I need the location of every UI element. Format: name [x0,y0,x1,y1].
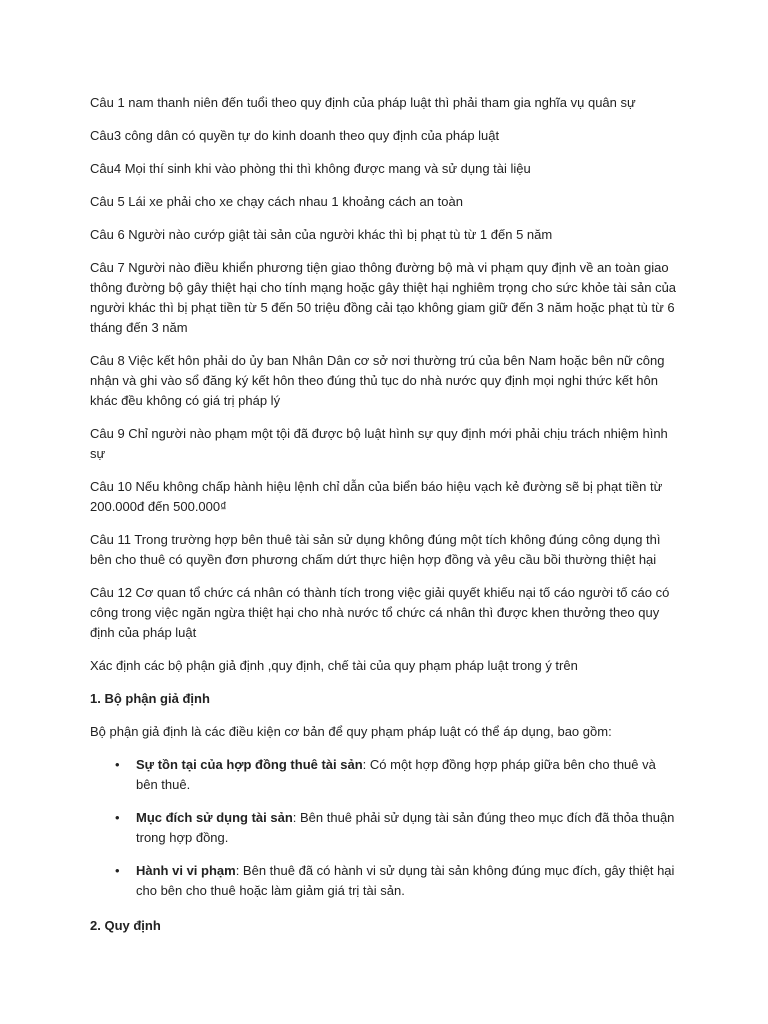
question-12: Câu 12 Cơ quan tổ chức cá nhân có thành tích trong việc giải quyết khiếu nại tố cáo người tố cáo có công trong việc ngăn ngừa thiệt hại cho nhà nước tổ chức cá nhân thì được khen thưởng theo quy định của pháp luật [90,585,670,640]
question-6: Câu 6 Người nào cướp giật tài sản của người khác thì bị phạt tù từ 1 đến 5 năm [90,227,553,242]
bullet-term: Sự tồn tại của hợp đồng thuê tài sản [136,757,363,772]
question-4: Câu4 Mọi thí sinh khi vào phòng thi thì không được mang và sử dụng tài liệu [90,161,531,176]
section-1-heading: 1. Bộ phận giả định [90,691,210,706]
bullet-icon: • [115,757,120,772]
bullet-item [115,808,680,848]
section-1-intro: Bộ phận giả định là các điều kiện cơ bản để quy phạm pháp luật có thể áp dụng, bao gồm: [90,724,612,739]
bullet-item [115,755,680,795]
question-10: Câu 10 Nếu không chấp hành hiệu lệnh chỉ dẫn của biển báo hiệu vạch kẻ đường sẽ bị phạt tiền từ 200.000đ đến 500.000₫ [90,479,663,514]
question-9: Câu 9 Chỉ người nào phạm một tội đã được bộ luật hình sự quy định mới phải chịu trách nhiệm hình sự [90,426,668,461]
question-11: Câu 11 Trong trường hợp bên thuê tài sản sử dụng không đúng một tích không đúng công dụng thì bên cho thuê có quyền đơn phương chấm dứt thực hiện hợp đồng và yêu cầu bồi thường thiệt hại [90,532,661,567]
bullet-item [115,861,680,901]
bullet-icon: • [115,863,120,878]
bullet-term: Mục đích sử dụng tài sản [136,810,293,825]
bullet-text: : Có một hợp đồng hợp pháp giữa bên cho thuê và bên thuê. [136,757,656,792]
question-8: Câu 8 Việc kết hôn phải do ủy ban Nhân Dân cơ sở nơi thường trú của bên Nam hoặc bên nữ công nhận và ghi vào sổ đăng ký kết hôn theo đúng thủ tục do nhà nước quy định mọi nghi thức kết hôn khác đều không có giá trị pháp lý [90,353,665,408]
section-1-bullet-list [90,755,680,901]
bullet-text: : Bên thuê phải sử dụng tài sản đúng theo mục đích đã thỏa thuận trong hợp đồng. [136,810,675,845]
question-3: Câu3 công dân có quyền tự do kinh doanh theo quy định của pháp luật [90,128,500,143]
bullet-term: Hành vi vi phạm [136,863,236,878]
bullet-icon: • [115,810,120,825]
task-instruction: Xác định các bộ phận giả định ,quy định, chế tài của quy phạm pháp luật trong ý trên [90,658,578,673]
section-2-heading: 2. Quy định [90,918,161,933]
question-1: Câu 1 nam thanh niên đến tuổi theo quy định của pháp luật thì phải tham gia nghĩa vụ quân sự [90,95,636,110]
bullet-text: : Bên thuê đã có hành vi sử dụng tài sản không đúng mục đích, gây thiệt hại cho bên cho thuê hoặc làm giảm giá trị tài sản. [136,863,675,898]
question-7: Câu 7 Người nào điều khiển phương tiện giao thông đường bộ mà vi phạm quy định về an toàn giao thông đường bộ gây thiệt hại cho tính mạng hoặc gây thiệt hại nghiêm trọng cho sức khỏe tài sản của người khác thì bị phạt tiền từ 5 đến 50 triệu đồng cải tạo không giam giữ đến 3 năm hoặc phạt tù từ 6 tháng đến 3 năm [90,260,677,335]
question-5: Câu 5 Lái xe phải cho xe chạy cách nhau 1 khoảng cách an toàn [90,194,463,209]
